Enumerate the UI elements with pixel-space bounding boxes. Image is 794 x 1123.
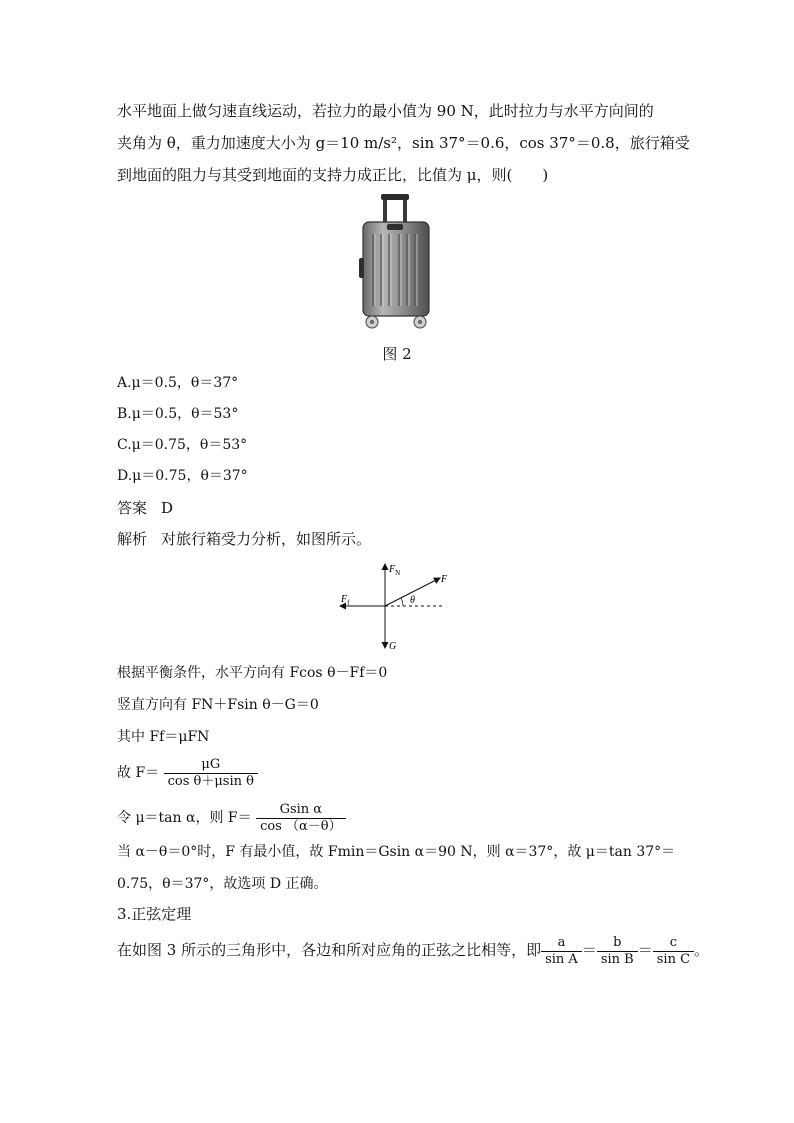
answer-value: D <box>161 499 174 517</box>
eq5-denominator: cos （α－θ） <box>260 818 342 834</box>
sine-fraction-b: $\frac{b}{\text{sin B}}$ <box>597 935 638 968</box>
theta-label: θ <box>410 595 415 606</box>
sine-fraction-c: $\frac{c}{\text{sin C}}$ <box>653 935 694 968</box>
section-title: 3.正弦定理 <box>117 905 192 923</box>
sine-law-row: 在如图 3 所示的三角形中，各边和所对应角的正弦之比相等，即 $\frac{a}{\text{sin A}}$ ＝ $\frac{b}{\text{sin B}}$ ＝ $\frac{c}{\text{sin C}}$ 。 <box>117 934 710 967</box>
f-label: F <box>441 574 448 585</box>
equation-substitution <box>117 798 346 838</box>
theta-arc <box>401 598 403 606</box>
answer-row <box>117 498 173 518</box>
eq5-fraction <box>256 802 346 835</box>
problem-line-3: 到地面的阻力与其受到地面的支持力成正比，比值为 μ，则( ) <box>117 166 549 184</box>
equation-force <box>117 753 258 793</box>
equation-minimum: 当 α－θ＝0°时，F 有最小值，故 Fmin＝Gsin α＝90 N，则 α＝37°，故 μ＝tan 37°＝ <box>117 844 676 860</box>
ff-sub: f <box>347 599 350 607</box>
svg-text:Ff <box>340 594 350 607</box>
eq4-denominator: cos θ＋μsin θ <box>167 773 254 789</box>
force-diagram <box>335 558 460 654</box>
sine-law-text: 在如图 3 所示的三角形中，各边和所对应角的正弦之比相等，即 <box>117 941 542 959</box>
suitcase-image <box>355 194 435 330</box>
ff-label: F <box>341 594 348 605</box>
option-b: B.μ＝0.5，θ＝53° <box>117 406 239 422</box>
option-c: C.μ＝0.75，θ＝53° <box>117 437 248 453</box>
eq4-fraction <box>164 757 258 790</box>
svg-text:FN <box>388 564 400 577</box>
option-a: A.μ＝0.5，θ＝37° <box>117 375 239 391</box>
answer-label: 答案 <box>117 499 148 517</box>
eq5-numerator: Gsin α <box>256 802 346 819</box>
eq5-prefix: 令 μ＝tan α，则 F＝ <box>117 810 252 826</box>
problem-line-2: 夹角为 θ，重力加速度大小为 g＝10 m/s²，sin 37°＝0.6，cos 37°＝0.8，旅行箱受 <box>117 134 690 152</box>
equation-vertical: 竖直方向有 FN＋Fsin θ－G＝0 <box>117 697 319 713</box>
fn-label: F <box>389 564 396 575</box>
problem-line-1: 水平地面上做匀速直线运动，若拉力的最小值为 90 N，此时拉力与水平方向间的 <box>117 102 654 120</box>
eq4-numerator: μG <box>164 757 258 774</box>
analysis-label: 解析 <box>117 530 148 548</box>
option-d: D.μ＝0.75，θ＝37° <box>117 468 248 484</box>
eq4-prefix: 故 F＝ <box>117 765 160 781</box>
g-label: G <box>389 641 397 652</box>
equation-horizontal: 根据平衡条件，水平方向有 Fcos θ－Ff＝0 <box>117 665 388 681</box>
figure-caption: 图 2 <box>382 345 412 363</box>
equation-friction: 其中 Ff＝μFN <box>117 729 210 745</box>
fn-sub: N <box>395 569 401 577</box>
analysis-row <box>117 529 371 549</box>
sine-fraction-a: $\frac{a}{\text{sin A}}$ <box>541 935 582 968</box>
analysis-text: 对旅行箱受力分析，如图所示。 <box>161 530 372 548</box>
equation-conclusion: 0.75，θ＝37°，故选项 D 正确。 <box>117 876 328 892</box>
